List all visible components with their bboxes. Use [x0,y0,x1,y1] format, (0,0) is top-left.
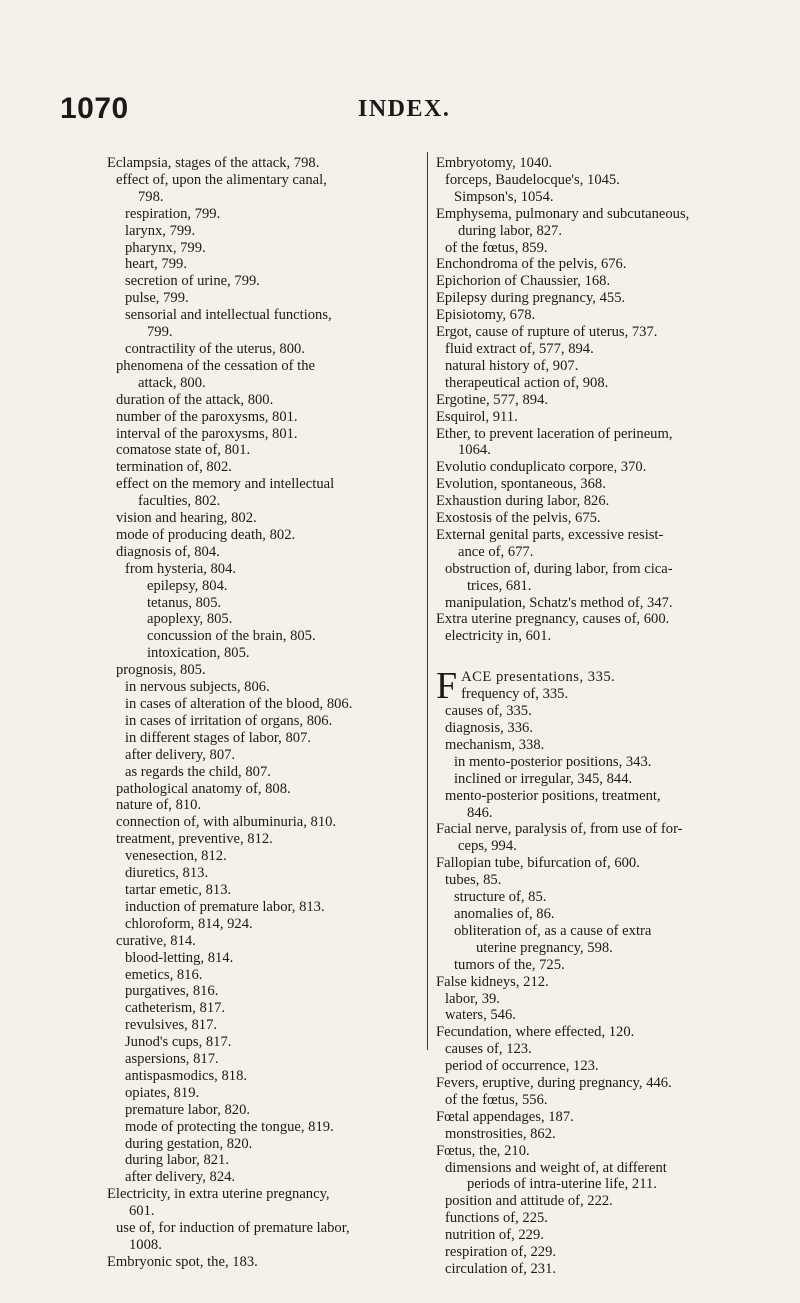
drop-cap: F [436,665,458,708]
index-subentry: obstruction of, during labor, from cica- [445,560,673,577]
index-subentry: pharynx, 799. [125,239,206,256]
index-subentry: therapeutical action of, 908. [445,374,609,391]
index-subentry: 846. [467,804,493,821]
index-subentry: mento-posterior positions, treatment, [445,787,661,804]
index-subentry: natural history of, 907. [445,357,579,374]
index-subentry: causes of, 123. [445,1041,532,1058]
index-subentry: venesection, 812. [125,848,227,865]
index-entry: Ergot, cause of rupture of uterus, 737. [436,324,658,341]
index-subentry: purgatives, 816. [125,983,219,1000]
index-subentry: forceps, Baudelocque's, 1045. [445,171,620,188]
index-subentry: contractility of the uterus, 800. [125,340,305,357]
index-entry: Embryotomy, 1040. [436,155,553,171]
index-subentry: connection of, with albuminuria, 810. [116,814,337,831]
section-f-head [436,665,754,708]
index-subentry: dimensions and weight of, at different [445,1159,667,1176]
index-subentry: 799. [147,324,173,341]
index-subentry: during gestation, 820. [125,1135,253,1152]
running-head: INDEX. [358,96,451,122]
index-entry: Fœtal appendages, 187. [436,1108,574,1125]
index-subentry: mode of producing death, 802. [116,526,296,543]
index-subentry: fluid extract of, 577, 894. [445,340,594,357]
index-subentry: manipulation, Schatz's method of, 347. [445,594,673,611]
index-subentry: respiration, 799. [125,205,221,222]
index-entry: Esquirol, 911. [436,408,518,425]
index-subentry: apoplexy, 805. [147,611,233,628]
index-subentry: diagnosis of, 804. [116,543,220,560]
index-subentry: tetanus, 805. [147,594,222,611]
index-subentry: attack, 800. [138,374,206,391]
index-subentry: prognosis, 805. [116,662,206,679]
index-entry: Fœtus, the, 210. [436,1142,530,1159]
index-subentry: pulse, 799. [125,290,189,307]
index-subentry: of the fœtus, 556. [445,1091,548,1108]
index-subentry: mechanism, 338. [445,736,545,753]
index-entry: External genital parts, excessive resist- [436,526,664,543]
index-subentry: blood-letting, 814. [125,949,234,966]
index-subentry: Simpson's, 1054. [454,188,554,205]
index-entry: Extra uterine pregnancy, causes of, 600. [436,611,670,628]
index-subentry: during labor, 827. [458,222,562,239]
index-subentry: antispasmodics, 818. [125,1067,248,1084]
index-entry: False kidneys, 212. [436,973,549,990]
index-subentry: in nervous subjects, 806. [125,679,270,696]
index-subentry: of the fœtus, 859. [445,239,548,256]
index-subentry: emetics, 816. [125,966,203,983]
index-subentry: treatment, preventive, 812. [116,831,273,848]
index-subentry: diagnosis, 336. [445,720,533,736]
index-subentry: ance of, 677. [458,543,534,560]
index-subentry: inclined or irregular, 345, 844. [454,770,633,787]
column-divider [427,152,428,1050]
index-subentry: diuretics, 813. [125,865,209,882]
index-subentry: duration of the attack, 800. [116,391,274,408]
index-subentry: 1064. [458,442,491,459]
index-subentry: concussion of the brain, 805. [147,628,316,645]
index-entry: Exhaustion during labor, 826. [436,493,610,510]
index-subentry: pathological anatomy of, 808. [116,780,291,797]
index-entry: Fallopian tube, bifurcation of, 600. [436,855,640,872]
index-subentry: during labor, 821. [125,1152,229,1169]
index-subentry: premature labor, 820. [125,1101,251,1118]
index-column-right [436,155,754,1278]
index-subentry: aspersions, 817. [125,1051,219,1068]
index-subentry: secretion of urine, 799. [125,273,260,290]
index-subentry: opiates, 819. [125,1084,200,1101]
index-subentry: epilepsy, 804. [147,577,228,594]
index-subentry: tubes, 85. [445,872,502,889]
index-subentry: induction of premature labor, 813. [125,898,325,915]
index-subentry: chloroform, 814, 924. [125,915,253,932]
index-entry: Ether, to prevent laceration of perineum, [436,425,673,442]
index-entry: Electricity, in extra uterine pregnancy, [107,1186,330,1203]
index-entry: Enchondroma of the pelvis, 676. [436,256,627,273]
index-entry: Facial nerve, paralysis of, from use of for- [436,821,683,838]
index-subentry: obliteration of, as a cause of extra [454,922,652,939]
index-subentry: period of occurrence, 123. [445,1058,599,1075]
index-subentry: tumors of the, 725. [454,956,565,973]
index-entry: Fecundation, where effected, 120. [436,1024,635,1041]
index-subentry: effect on the memory and intellectual [116,476,335,493]
index-entries-e [436,155,754,645]
index-subentry: trices, 681. [467,577,532,594]
index-subentry: position and attitude of, 222. [445,1193,613,1210]
index-entry: Evolution, spontaneous, 368. [436,476,606,493]
index-subentry: in different stages of labor, 807. [125,729,311,746]
index-subentry: after delivery, 807. [125,746,236,763]
index-subentry: interval of the paroxysms, 801. [116,425,298,442]
index-subentry: after delivery, 824. [125,1169,236,1186]
index-subentry: use of, for induction of premature labor, [116,1220,350,1237]
index-subentry: curative, 814. [116,932,196,949]
index-entry: ACE presentations, 335. [461,669,616,686]
index-entry: Embryonic spot, the, 183. [107,1253,258,1270]
index-subentry: in cases of irritation of organs, 806. [125,712,333,729]
index-column-left [107,155,425,1271]
index-entries-f [436,703,754,1278]
index-subentry: waters, 546. [445,1007,516,1024]
index-subentry: comatose state of, 801. [116,442,251,459]
index-entry: Epichorion of Chaussier, 168. [436,273,611,290]
index-subentry: nutrition of, 229. [445,1227,544,1244]
index-subentry: frequency of, 335. [461,686,569,703]
index-subentry: periods of intra-uterine life, 211. [467,1176,657,1193]
index-subentry: respiration of, 229. [445,1244,557,1261]
index-entry: Exostosis of the pelvis, 675. [436,510,601,527]
index-subentry: Junod's cups, 817. [125,1034,232,1051]
index-subentry: in mento-posterior positions, 343. [454,753,652,770]
index-subentry: electricity in, 601. [445,628,552,645]
index-subentry: functions of, 225. [445,1210,548,1227]
index-entry: Emphysema, pulmonary and subcutaneous, [436,205,690,222]
index-subentry: uterine pregnancy, 598. [476,939,613,956]
page-number: 1070 [60,92,129,125]
index-subentry: mode of protecting the tongue, 819. [125,1118,334,1135]
index-subentry: labor, 39. [445,990,500,1007]
index-subentry: heart, 799. [125,256,188,273]
index-subentry: phenomena of the cessation of the [116,357,315,374]
index-subentry: larynx, 799. [125,222,196,239]
index-subentry: vision and hearing, 802. [116,510,257,527]
index-subentry: nature of, 810. [116,797,202,814]
index-subentry: tartar emetic, 813. [125,881,232,898]
index-subentry: intoxication, 805. [147,645,250,662]
index-subentry: in cases of alteration of the blood, 806. [125,696,353,712]
index-subentry: causes of, 335. [445,703,532,720]
index-subentry: structure of, 85. [454,889,547,906]
index-entry: Ergotine, 577, 894. [436,391,549,408]
page-header [0,92,800,132]
index-entry: Episiotomy, 678. [436,307,536,324]
index-subentry: sensorial and intellectual functions, [125,307,332,324]
index-subentry: 798. [138,188,164,205]
section-gap [436,645,754,669]
index-subentry: faculties, 802. [138,493,221,510]
index-subentry: number of the paroxysms, 801. [116,408,298,425]
index-subentry: 1008. [129,1237,162,1253]
index-subentry: from hysteria, 804. [125,560,237,577]
index-entry: Fevers, eruptive, during pregnancy, 446. [436,1075,672,1092]
index-entry: Epilepsy during pregnancy, 455. [436,290,626,307]
index-subentry: catheterism, 817. [125,1000,226,1017]
index-subentry: anomalies of, 86. [454,905,555,922]
index-subentry: circulation of, 231. [445,1261,557,1277]
index-entry: Eclampsia, stages of the attack, 798. [107,155,320,171]
index-subentry: termination of, 802. [116,459,232,476]
index-subentry: as regards the child, 807. [125,763,271,780]
index-subentry: revulsives, 817. [125,1017,218,1034]
index-entry: Evolutio conduplicato corpore, 370. [436,459,647,476]
index-subentry: effect of, upon the alimentary canal, [116,171,327,188]
index-subentry: ceps, 994. [458,838,517,855]
index-subentry: 601. [129,1203,155,1220]
index-subentry: monstrosities, 862. [445,1125,556,1142]
